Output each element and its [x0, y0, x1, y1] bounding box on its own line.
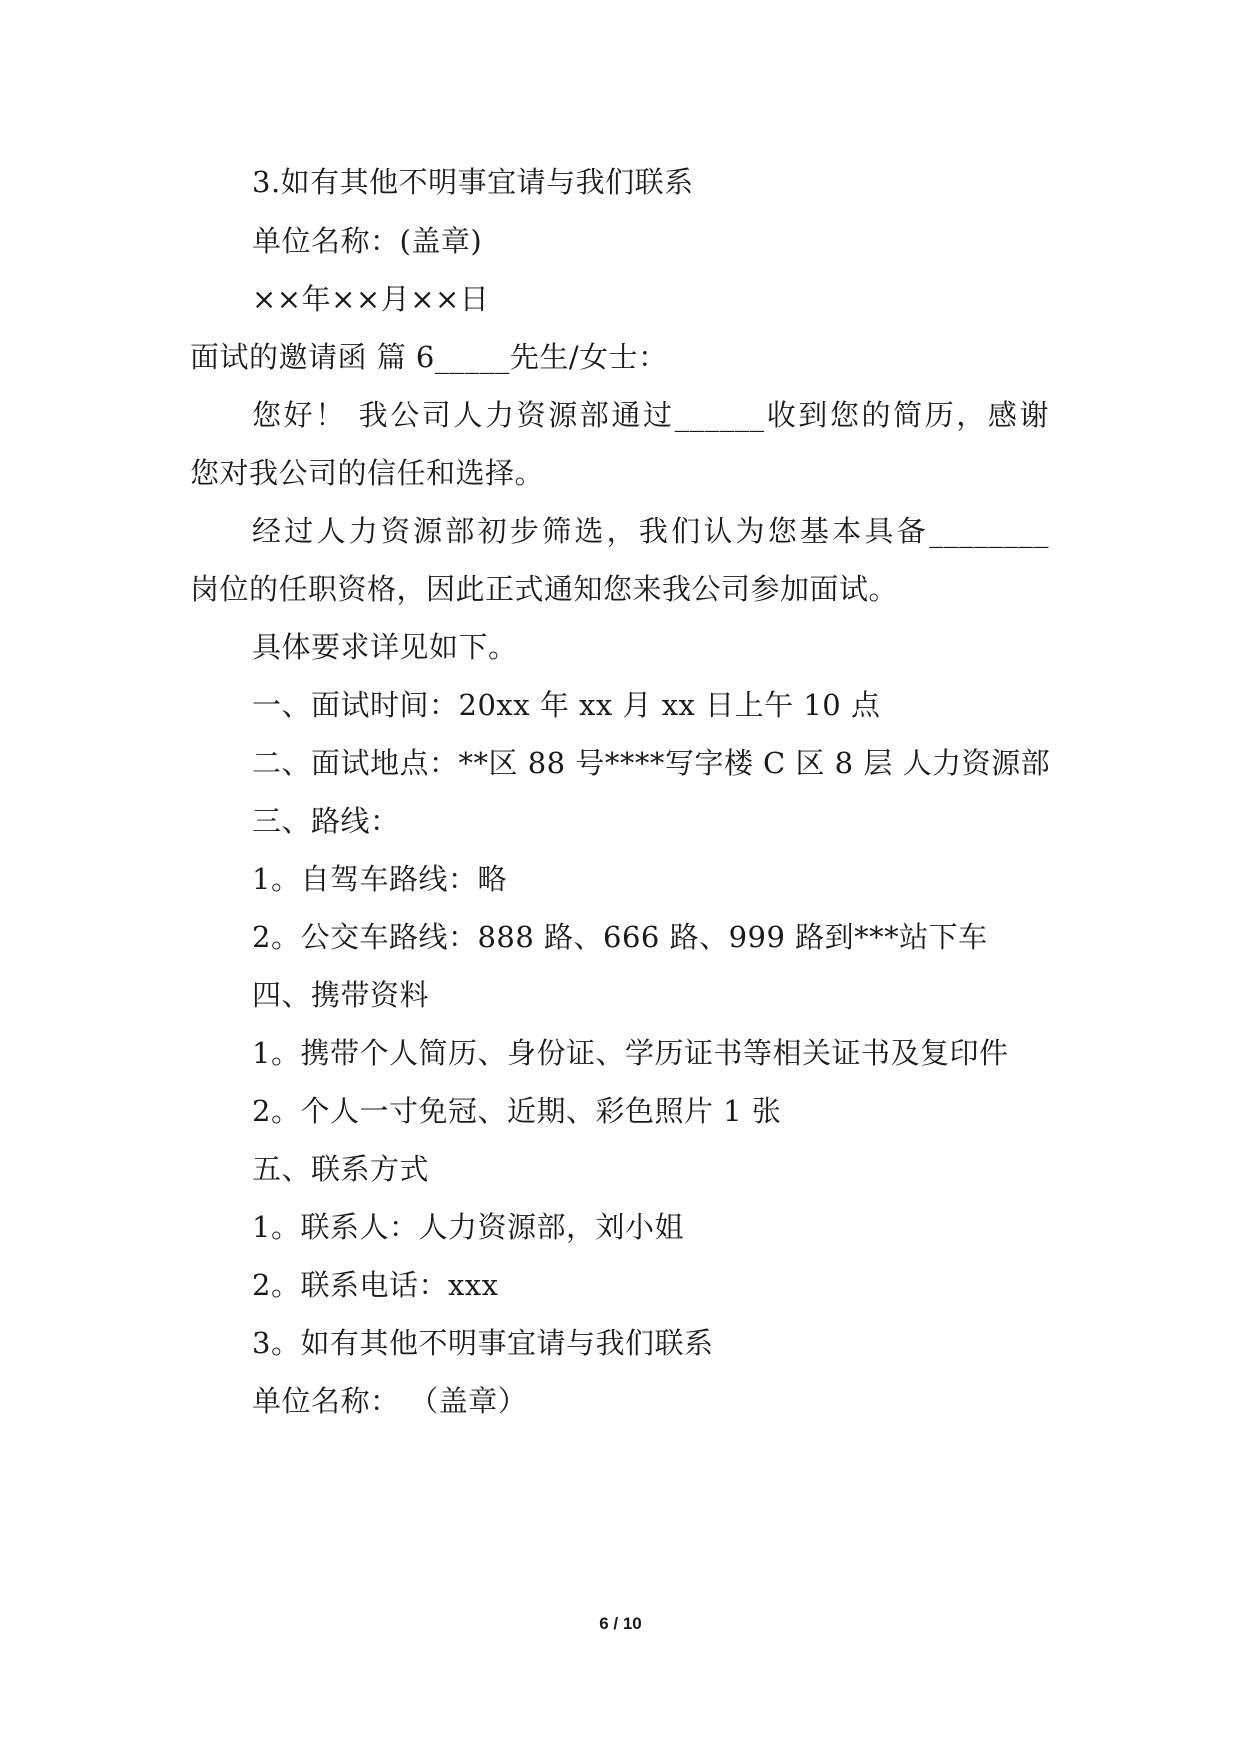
date-line: ××年××月××日 [252, 282, 490, 316]
page-number: 6 / 10 [599, 1614, 642, 1633]
route-heading: 三、路线： [252, 804, 400, 838]
contact-heading: 五、联系方式 [252, 1152, 430, 1186]
materials-item-1: 1。携带个人简历、身份证、学历证书等相关证书及复印件 [252, 1036, 1009, 1070]
contact-phone: 2。联系电话：xxx [252, 1268, 499, 1302]
contact-person: 1。联系人：人力资源部，刘小姐 [252, 1210, 684, 1244]
section-heading-6: 面试的邀请函 篇 6_____先生/女士： [190, 340, 668, 374]
unit-name-seal-line: 单位名称：(盖章) [252, 224, 483, 258]
contact-note-line: 3。如有其他不明事宜请与我们联系 [252, 1326, 714, 1360]
materials-heading: 四、携带资料 [252, 978, 430, 1012]
screening-paragraph-line: 经过人力资源部初步筛选，我们认为您基本具备________ [252, 514, 1049, 548]
greeting-paragraph-line: 您对我公司的信任和选择。 [190, 456, 545, 490]
greeting-paragraph-line: 您好！ 我公司人力资源部通过______收到您的简历，感谢 [252, 398, 1049, 432]
contact-note-line: 3.如有其他不明事宜请与我们联系 [252, 165, 694, 199]
requirements-intro: 具体要求详见如下。 [252, 630, 518, 664]
unit-name-seal-line: 单位名称： （盖章） [252, 1384, 528, 1418]
materials-item-2: 2。个人一寸免冠、近期、彩色照片 1 张 [252, 1094, 782, 1128]
interview-location: 二、面试地点：**区 88 号****写字楼 C 区 8 层 人力资源部 [252, 746, 1051, 780]
route-driving: 1。自驾车路线：略 [252, 862, 507, 896]
route-bus: 2。公交车路线：888 路、666 路、999 路到***站下车 [252, 920, 988, 954]
interview-time: 一、面试时间：20xx 年 xx 月 xx 日上午 10 点 [252, 688, 881, 722]
screening-paragraph-line: 岗位的任职资格，因此正式通知您来我公司参加面试。 [190, 572, 899, 606]
